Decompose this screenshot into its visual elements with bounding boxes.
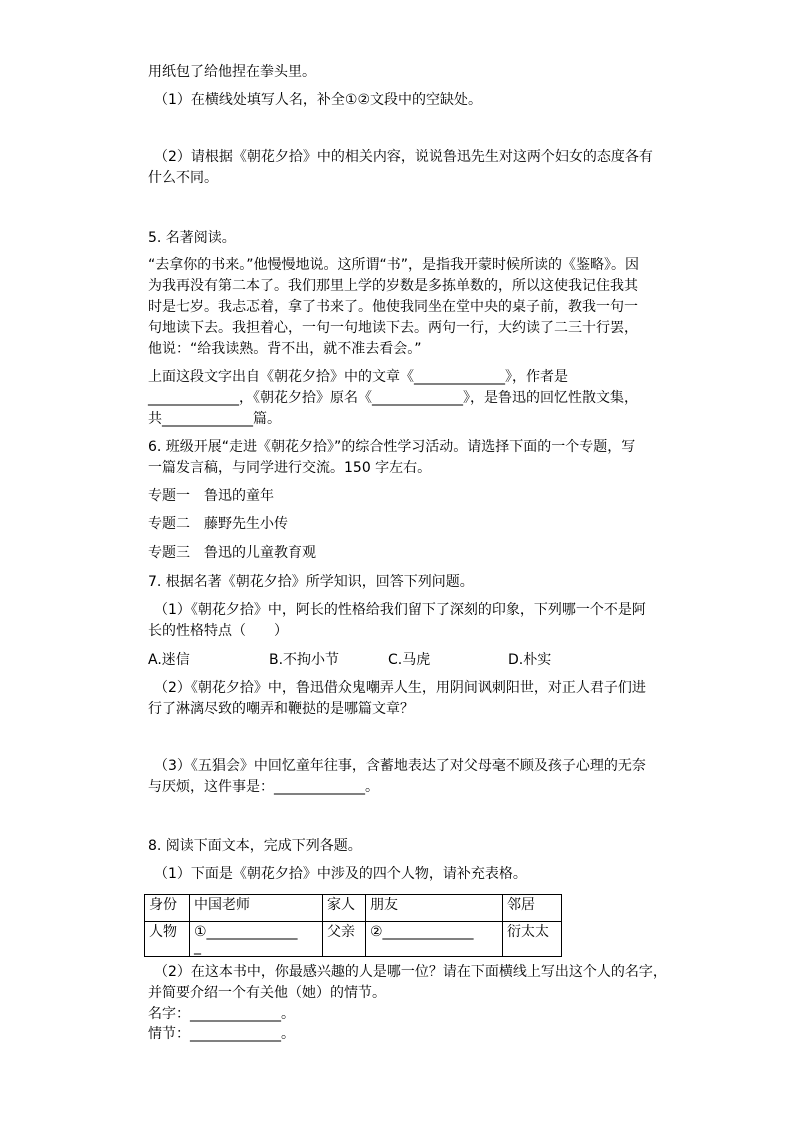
text-line: 与厌烦，这件事是：_____________。 <box>148 779 379 795</box>
blank-cell-1[interactable] <box>190 922 323 957</box>
passage-line: 时是七岁。我忐忑着，拿了书来了。他使我同坐在堂中央的桌子前，教我一句一 <box>148 299 638 315</box>
passage-line: 他说：“给我读熟。背不出，就不准去看会。” <box>148 341 422 357</box>
blank-1-overflow: _ <box>194 939 201 955</box>
name-blank: 名字：_____________。 <box>148 1006 295 1022</box>
text-line: 行了淋漓尽致的嘲弄和鞭挞的是哪篇文章？ <box>148 701 414 717</box>
option-a: A.迷信 <box>148 652 190 668</box>
table-row <box>145 895 562 922</box>
option-c: C.马虎 <box>388 652 431 668</box>
plot-blank: 情节：_____________。 <box>148 1026 295 1042</box>
blank-1: ①_____________ <box>194 924 298 940</box>
question-8-2: （2）在这本书中，你最感兴趣的人是哪一位？请在下面横线上写出这个人的名字， <box>154 964 667 980</box>
table-cell: 邻居 <box>503 895 562 922</box>
topic-3: 专题三 鲁迅的儿童教育观 <box>148 545 316 561</box>
question-7-heading: 7. 根据名著《朝花夕拾》所学知识，回答下列问题。 <box>148 574 474 590</box>
blank-2: ②_____________ <box>370 924 474 940</box>
option-d: D.朴实 <box>508 652 552 668</box>
passage-line: 为我再没有第二本了。我们那里上学的岁数是多拣单数的，所以这使我记住我其 <box>148 278 638 294</box>
table-cell: 家人 <box>323 895 366 922</box>
question-4-1: （1）在横线处填写人名，补全①②文段中的空缺处。 <box>154 92 483 108</box>
table-cell: 衍太太 <box>503 922 562 957</box>
text-line: 长的性格特点（ ） <box>148 623 288 639</box>
passage-line: 句地读下去。我担着心，一句一句地读下去。两句一行，大约读了二三十行罢， <box>148 320 638 336</box>
text-line: 什么不同。 <box>148 170 218 186</box>
fill-blank-line: 上面这段文字出自《朝花夕拾》中的文章《_____________》，作者是 <box>148 369 568 385</box>
question-7-1: （1）《朝花夕拾》中，阿长的性格给我们留下了深刻的印象，下列哪一个不是阿 <box>154 602 646 618</box>
blank-cell-2[interactable] <box>366 922 503 957</box>
question-8-1: （1）下面是《朝花夕拾》中涉及的四个人物，请补充表格。 <box>154 866 527 882</box>
passage-line: “去拿你的书来。”他慢慢地说。这所谓“书”，是指我开蒙时候所读的《鉴略》。因 <box>148 257 640 273</box>
table-cell: 中国老师 <box>190 895 323 922</box>
question-5-heading: 5. 名著阅读。 <box>148 230 236 246</box>
question-4-2: （2）请根据《朝花夕拾》中的相关内容，说说鲁迅先生对这两个妇女的态度各有 <box>154 149 653 165</box>
topic-1: 专题一 鲁迅的童年 <box>148 488 274 504</box>
topic-2: 专题二 藤野先生小传 <box>148 516 288 532</box>
table-cell: 父亲 <box>323 922 366 957</box>
fill-blank-line: 共_____________篇。 <box>148 411 281 427</box>
text-line: 用纸包了给他捏在拳头里。 <box>148 64 316 80</box>
character-table <box>144 894 562 957</box>
text-line: 一篇发言稿，与同学进行交流。150 字左右。 <box>148 460 432 476</box>
question-7-3: （3）《五猖会》中回忆童年往事，含蓄地表达了对父母毫不顾及孩子心理的无奈 <box>154 758 646 774</box>
fill-blank-line: _____________，《朝花夕拾》原名《_____________》，是鲁迅的回忆性散文集， <box>148 390 638 406</box>
question-7-2: （2）《朝花夕拾》中，鲁迅借众鬼嘲弄人生，用阴间讽刺阳世，对正人君子们进 <box>154 680 646 696</box>
table-cell: 身份 <box>145 895 190 922</box>
text-line: 并简要介绍一个有关他（她）的情节。 <box>148 985 386 1001</box>
question-6-heading: 6. 班级开展“走进《朝花夕拾》”的综合性学习活动。请选择下面的一个专题，写 <box>148 439 636 455</box>
option-b: B.不拘小节 <box>269 652 340 668</box>
table-cell: 朋友 <box>366 895 503 922</box>
question-8-heading: 8. 阅读下面文本，完成下列各题。 <box>148 838 362 854</box>
table-row <box>145 922 562 957</box>
table-cell: 人物 <box>145 922 190 957</box>
